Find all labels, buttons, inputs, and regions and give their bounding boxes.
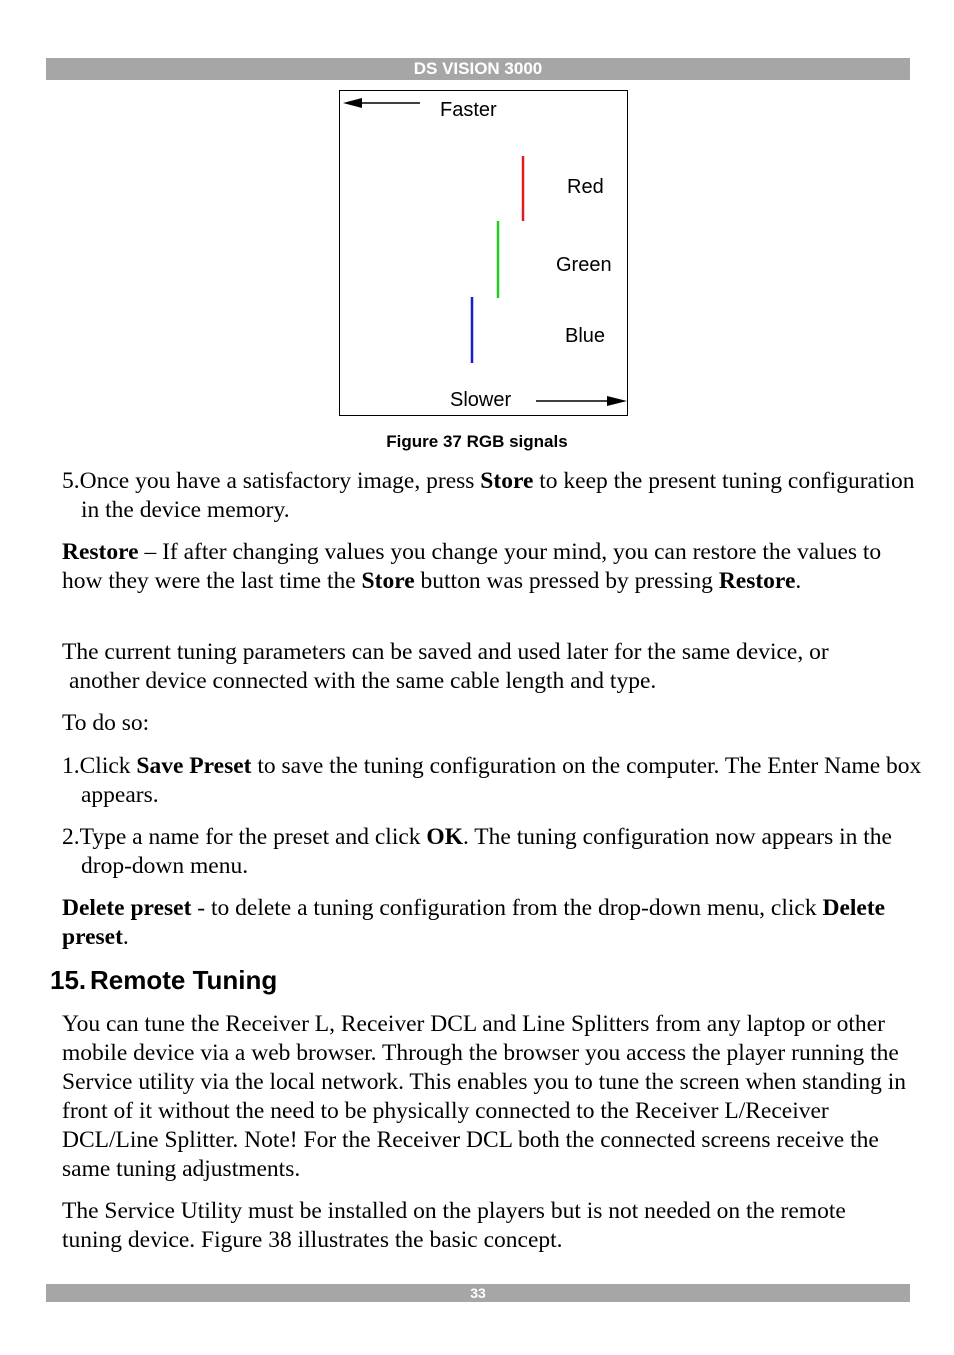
step-1 bbox=[62, 752, 931, 810]
blue-label: Blue bbox=[565, 325, 606, 347]
save-preset-term: Save Preset bbox=[136, 753, 252, 779]
green-label: Green bbox=[556, 254, 612, 276]
step-5 bbox=[62, 467, 931, 525]
red-label: Red bbox=[567, 176, 604, 198]
step-text: to keep the present tuning configuration in the device memory. bbox=[81, 468, 915, 523]
paragraph-text: - to delete a tuning configuration from the drop-down menu, click bbox=[191, 895, 823, 921]
page-footer bbox=[46, 1284, 910, 1302]
to-do-so-text: To do so: bbox=[62, 710, 150, 736]
restore-term: Restore bbox=[718, 568, 796, 594]
step-text: . The tuning configuration now appears in the drop-down menu. bbox=[81, 824, 892, 879]
step-text: Type a name for the preset and click bbox=[79, 824, 427, 850]
delete-preset-term: Delete preset bbox=[62, 895, 192, 921]
rgb-signals-figure bbox=[339, 90, 628, 416]
section-title: Remote Tuning bbox=[90, 965, 278, 995]
step-number: 5. bbox=[62, 468, 80, 494]
page-header bbox=[46, 58, 910, 80]
paragraph-text: . bbox=[122, 924, 129, 950]
page-number: 33 bbox=[470, 1285, 486, 1301]
step-number: 2. bbox=[62, 824, 80, 850]
remote-tuning-paragraph-1: You can tune the Receiver L, Receiver DCL and Line Splitters from any laptop or other mobile device via a web browser. Through the browser you access the player running the Service utility via the local network. This enables you to tune the screen when standing in front of it without the need to be physically connected to the Receiver L/Receiver DCL/Line Splitter. Note! For the Receiver DCL both the connected screens receive the same tuning adjustments. bbox=[62, 1011, 907, 1182]
step-2 bbox=[62, 823, 931, 881]
delete-preset-paragraph bbox=[62, 894, 912, 952]
step-number: 1. bbox=[62, 753, 80, 779]
restore-paragraph bbox=[62, 538, 912, 596]
faster-label: Faster bbox=[440, 99, 497, 121]
restore-term: Restore bbox=[62, 539, 139, 565]
figure-caption: Figure 37 RGB signals bbox=[386, 432, 568, 451]
paragraph-text: button was pressed by pressing bbox=[414, 568, 719, 594]
paragraph-text: – If after changing values you change your mind, you can restore the values to how they were the last time the bbox=[62, 539, 882, 594]
step-text: Once you have a satisfactory image, press bbox=[79, 468, 481, 494]
slower-label: Slower bbox=[450, 389, 512, 411]
faster-arrow-head bbox=[343, 98, 362, 108]
store-term: Store bbox=[361, 568, 415, 594]
section-number: 15. bbox=[50, 965, 87, 995]
paragraph-line: The current tuning parameters can be saved and used later for the same device, or bbox=[62, 639, 829, 665]
header-title: DS VISION 3000 bbox=[413, 59, 543, 78]
store-term: Store bbox=[480, 468, 534, 494]
current-tuning-paragraph bbox=[62, 638, 912, 696]
paragraph-line: another device connected with the same cable length and type. bbox=[69, 668, 657, 694]
step-text: Click bbox=[79, 753, 137, 779]
delete-preset-term: Delete preset bbox=[62, 895, 886, 950]
paragraph-text: . bbox=[795, 568, 802, 594]
remote-tuning-paragraph-2: The Service Utility must be installed on the players but is not needed on the remote tuning device. Figure 38 illustrates the basic concept. bbox=[62, 1198, 846, 1253]
slower-arrow-head bbox=[607, 396, 627, 406]
section-heading bbox=[50, 964, 277, 996]
step-text: to save the tuning configuration on the computer. The Enter Name box appears. bbox=[81, 753, 922, 808]
ok-term: OK bbox=[426, 824, 463, 850]
